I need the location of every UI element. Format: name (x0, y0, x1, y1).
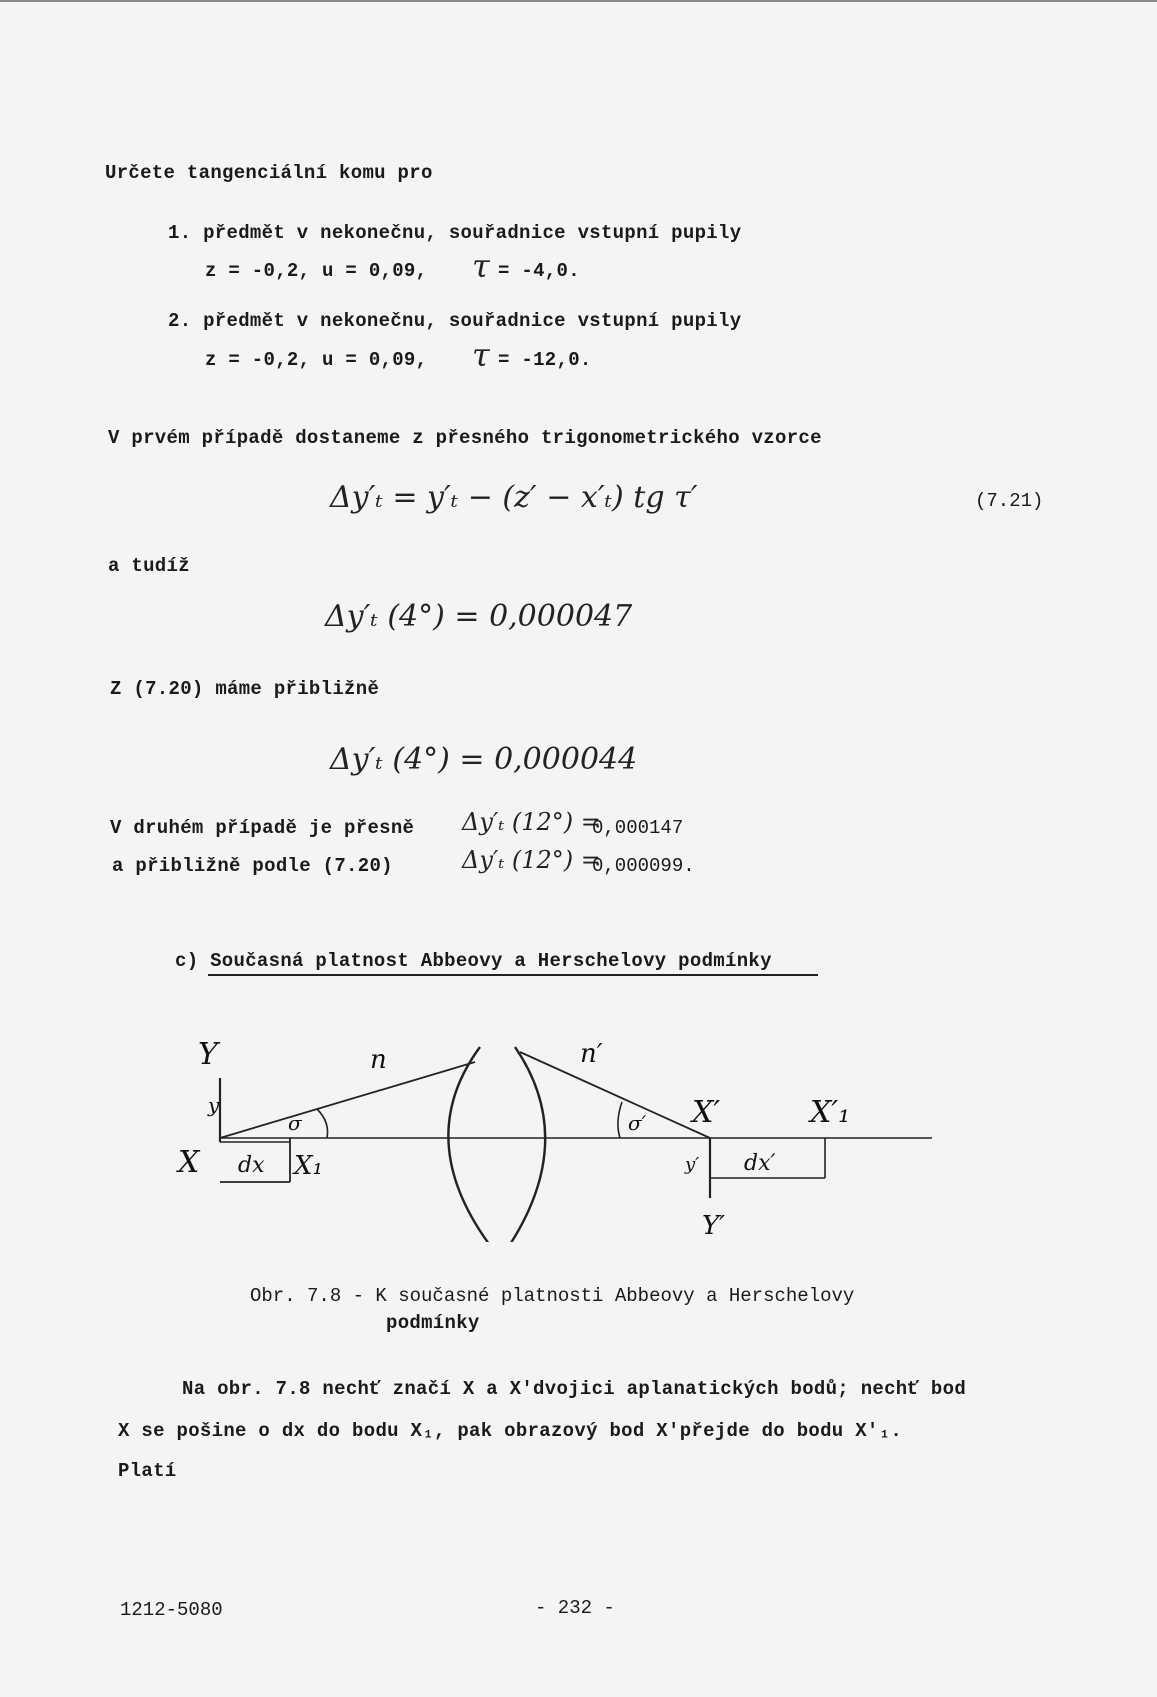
label-n-prime: n′ (580, 1039, 603, 1069)
label-dx-prime: dx′ (744, 1151, 776, 1176)
label-dx: dx (238, 1153, 265, 1178)
paragraph-line3: Platí (118, 1460, 177, 1482)
label-y: y (208, 1093, 220, 1117)
page-number: - 232 - (535, 1597, 615, 1619)
label-n: n (370, 1045, 387, 1075)
second-case-line1-value: 0,000147 (592, 817, 684, 839)
case2-label: 2. předmět v nekonečnu, souřadnice vstupní pupily (168, 310, 742, 332)
case1-params: z = -0,2, u = 0,09, (205, 260, 428, 282)
paragraph-line1: Na obr. 7.8 nechť značí X a X′dvojici aplanatických bodů; nechť bod (182, 1378, 967, 1400)
section-heading: c) Současná platnost Abbeovy a Herschelovy podmínky (175, 950, 772, 972)
case1-label: 1. předmět v nekonečnu, souřadnice vstupní pupily (168, 222, 742, 244)
second-case-line2-formula: Δy′ₜ (12°) = (462, 846, 601, 874)
case2-params: z = -0,2, u = 0,09, (205, 349, 428, 371)
case1-tau-value: = -4,0. (498, 260, 580, 282)
second-case-line1-formula: Δy′ₜ (12°) = (462, 808, 601, 836)
label-X1: X₁ (294, 1151, 323, 1181)
section-heading-underline (208, 974, 818, 976)
label-X-prime: X′ (692, 1095, 721, 1130)
label-y-prime: y′ (685, 1154, 700, 1175)
second-case-line2-value: 0,000099. (592, 855, 695, 877)
paragraph-line2: X se pošine o dx do bodu X₁, pak obrazový bod X′přejde do bodu X′₁. (118, 1420, 903, 1442)
sentence-exact-formula: V prvém případě dostaneme z přesného trigonometrického vzorce (108, 427, 822, 449)
sigma-prime-angle-arc (618, 1102, 622, 1138)
image-ray (520, 1052, 710, 1138)
sentence-approx: Z (7.20) máme přibližně (110, 678, 380, 700)
lens-left-surface (448, 1047, 495, 1242)
object-ray (220, 1062, 475, 1138)
case1-tau-symbol: τ (472, 247, 490, 285)
label-sigma-prime: σ′ (628, 1111, 647, 1135)
second-case-line2-text: a přibližně podle (7.20) (112, 855, 393, 877)
equation-exact-4deg: Δy′ₜ (4°) = 0,000047 (325, 599, 633, 634)
lens-right-surface (505, 1047, 545, 1242)
a-tudiz-text: a tudíž (108, 555, 190, 577)
equation-7-21: Δy′ₜ = y′ₜ − (z′ − x′ₜ) tg τ′ (330, 480, 698, 515)
sigma-angle-arc (317, 1109, 328, 1138)
footer-document-code: 1212-5080 (120, 1599, 223, 1621)
label-Y: Y (198, 1037, 218, 1072)
optics-figure (170, 1012, 950, 1242)
equation-number-7-21: (7.21) (975, 490, 1044, 512)
label-Y-prime: Y′ (702, 1211, 726, 1241)
second-case-line1-text: V druhém případě je přesně (110, 817, 415, 839)
equation-approx-4deg: Δy′ₜ (4°) = 0,000044 (330, 742, 638, 777)
figure-caption-line1: Obr. 7.8 - K současné platnosti Abbeovy a Herschelovy (250, 1285, 855, 1307)
figure-caption-line2: podmínky (386, 1312, 480, 1334)
case2-tau-symbol: τ (472, 336, 490, 374)
label-X: X (178, 1145, 200, 1180)
label-X1-prime: X′₁ (810, 1095, 851, 1130)
label-sigma: σ (288, 1111, 302, 1135)
intro-text: Určete tangenciální komu pro (105, 162, 433, 184)
case2-tau-value: = -12,0. (498, 349, 592, 371)
